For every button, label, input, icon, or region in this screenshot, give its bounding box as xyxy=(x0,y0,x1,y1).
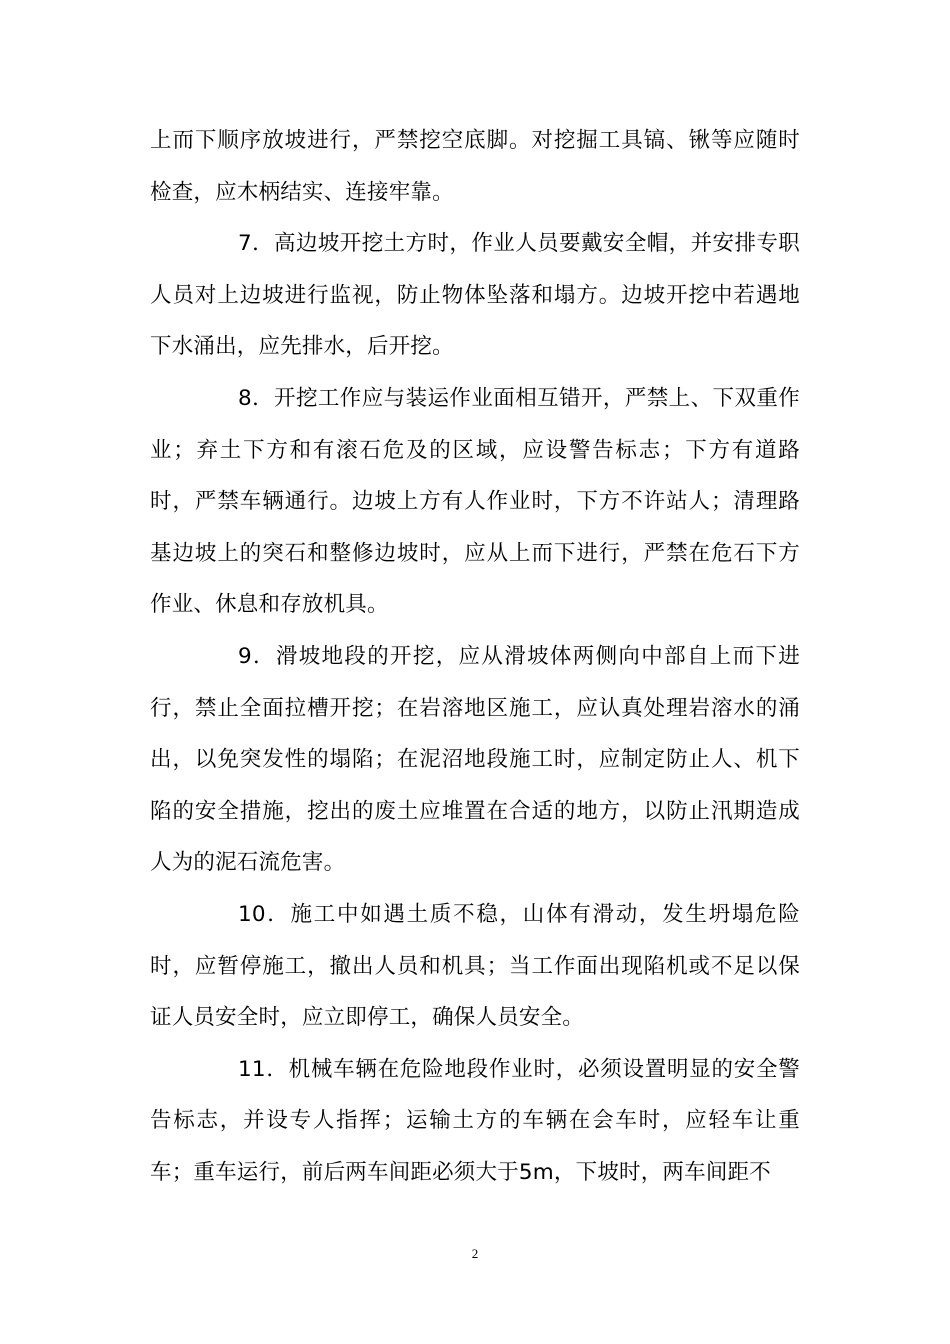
body-text xyxy=(150,115,800,1198)
paragraph-item-11: 11．机械车辆在危险地段作业时，必须设置明显的安全警告标志，并设专人指挥；运输土方的车辆在会车时，应轻车让重车；重车运行，前后两车间距必须大于5m，下坡时，两车间距不 xyxy=(150,1056,800,1185)
paragraph-item-8: 8．开挖工作应与装运作业面相互错开，严禁上、下双重作业；弃土下方和有滚石危及的区域，应设警告标志；下方有道路时，严禁车辆通行。边坡上方有人作业时，下方不许站人；清理路基边坡上的突石和整修边坡时，应从上而下进行，严禁在危石下方作业、休息和存放机具。 xyxy=(150,385,800,618)
paragraph-item-7: 7．高边坡开挖土方时，作业人员要戴安全帽，并安排专职人员对上边坡进行监视，防止物体坠落和塌方。边坡开挖中若遇地下水涌出，应先排水，后开挖。 xyxy=(150,231,800,360)
paragraph-item-9: 9．滑坡地段的开挖，应从滑坡体两侧向中部自上而下进行，禁止全面拉槽开挖；在岩溶地区施工，应认真处理岩溶水的涌出，以免突发性的塌陷；在泥沼地段施工时，应制定防止人、机下陷的安全措施，挖出的废土应堆置在合适的地方，以防止汛期造成人为的泥石流危害。 xyxy=(150,643,800,876)
page-number: 2 xyxy=(471,1246,479,1261)
paragraph-item-10: 10．施工中如遇土质不稳，山体有滑动，发生坍塌危险时，应暂停施工，撤出人员和机具；当工作面出现陷机或不足以保证人员安全时，应立即停工，确保人员安全。 xyxy=(150,901,800,1031)
paragraph-continuation: 上而下顺序放坡进行，严禁挖空底脚。对挖掘工具镐、锹等应随时检查，应木柄结实、连接牢靠。 xyxy=(150,128,800,205)
